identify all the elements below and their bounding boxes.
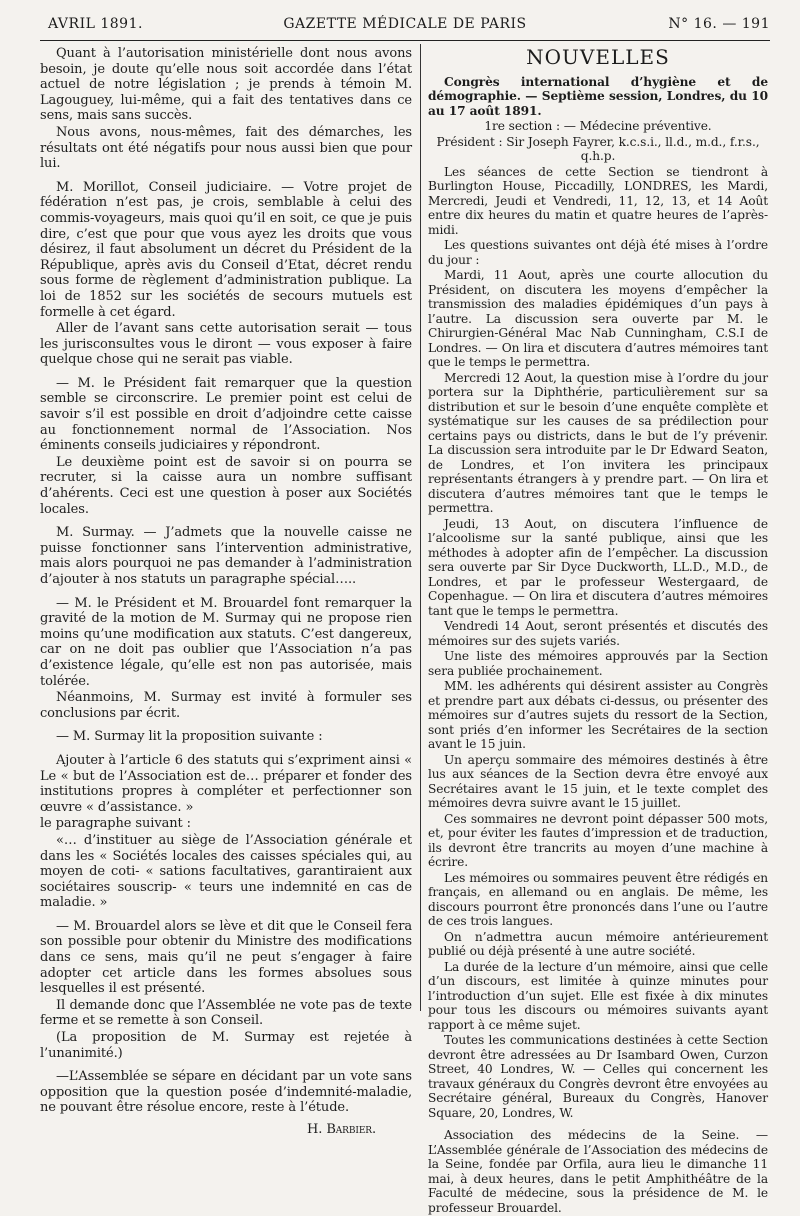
paragraph: Ajouter à l’article 6 des statuts qui s’expriment ainsi « Le « but de l’Association est de… préparer et fonder des institutions propres à compléter et perfectionner son œuvre « d’assistance. » [40, 752, 412, 815]
section-title: NOUVELLES [526, 45, 670, 69]
paragraph: Aller de l’avant sans cette autorisation serait — tous les jurisconsultes vous le diront — vous exposer à faire quelque chose qui ne serait pas viable. [40, 321, 412, 368]
paragraph: Néanmoins, M. Surmay est invité à formuler ses conclusions par écrit. [40, 690, 412, 721]
paragraph: Quant à l’autorisation ministérielle dont nous avons besoin, je doute qu’elle nous soit accordée dans l’état actuel de notre législation ; je prends à témoin M. Lagouguey, lui-même, qui a fait des tentatives dans ce sens, mais sans succès. [40, 46, 412, 124]
congress-heading: Congrès international d’hygiène et de démographie. — Septième session, Londres, du 10 au 17 août 1891. [428, 74, 768, 118]
section-line: 1re section : — Médecine préventive. [484, 119, 712, 133]
paragraph: La durée de la lecture d’un mémoire, ainsi que celle d’un discours, est limitée à quinze minutes pour l’introduction d’un sujet. Elle est fixée à dix minutes pour tous les discours ou mémoires suivants ayant rapport à ce même sujet. [428, 959, 768, 1032]
paragraph: Les mémoires ou sommaires peuvent être rédigés en français, en allemand ou en anglais. De même, les discours pourront être prononcés dans l’une ou l’autre de ces trois langues. [428, 870, 768, 928]
paragraph: — M. le Président et M. Brouardel font remarquer la gravité de la motion de M. Surmay qui ne propose rien moins qu’une modification aux statuts. C’est dangereux, car on ne doit pas oublier que l’Association n’a pas d’existence légale, qu’elle est non pas autorisée, mais tolérée. [40, 595, 412, 689]
paragraph: Nous avons, nous-mêmes, fait des démarches, les résultats ont été négatifs pour nous aussi bien que pour lui. [40, 124, 412, 172]
column-separator [420, 44, 421, 1011]
paragraph: On n’admettra aucun mémoire antérieurement publié ou déjà présenté à une autre société. [428, 929, 768, 958]
paragraph: —L’Assemblée se sépare en décidant par un vote sans opposition que la question posée d’indemnité-maladie, ne pouvant être résolue encore, reste à l’étude. [40, 1069, 412, 1116]
paragraph: (La proposition de M. Surmay est rejetée à l’unanimité.) [40, 1030, 412, 1061]
paragraph: Les séances de cette Section se tiendront à Burlington House, Piccadilly, LONDRES, les Mardi, Mercredi, Jeudi et Vendredi, 11, 12, 13, et 14 Août entre dix heures du matin et quatre heures de l’après-midi. [428, 164, 768, 237]
paragraph: M. Morillot, Conseil judiciaire. — Votre projet de fédération n’est pas, je crois, semblable à celui des commis-voyageurs, mais quoi qu’il en soit, ce que je puis dire, c’est que pour que vous ayez les droits que vous désirez, il faut absolument un décret du Président de la République, après avis du Conseil d’Etat, décret rendu sous forme de règlement d’administration publique. La loi de 1852 sur les sociétés de secours mutuels est formelle à cet égard. [40, 179, 412, 320]
paragraph: Il demande donc que l’Assemblée ne vote pas de texte ferme et se remette à son Conseil. [40, 997, 412, 1029]
paragraph: le paragraphe suivant : [40, 816, 191, 832]
left-column [40, 46, 412, 1138]
paragraph: Une liste des mémoires approuvés par la Section sera publiée prochainement. [428, 649, 768, 678]
signature: H. Barbier. [307, 1122, 376, 1137]
paragraph: Mercredi 12 Aout, la question mise à l’ordre du jour portera sur la Diphthérie, particulièrement sur sa distribution et sur le besoin d’une enquête complète et systématique sur les causes de sa prédilection pour certains pays ou districts, dans le but de l’y prévenir. La discussion sera introduite par le Dr Edward Seaton, de Londres, et l’on invitera les principaux représentants étrangers à y prendre part. — On lira et discutera d’autres mémoires tant que le temps le permettra. [428, 370, 768, 515]
paragraph: Jeudi, 13 Aout, on discutera l’influence de l’alcoolisme sur la santé publique, ainsi que les méthodes à adopter afin de l’empêcher. La discussion sera ouverte par Sir Dyce Duckworth, LL.D., M.D., de Londres, et par le professeur Westergaard, de Copenhague. — On lira et discutera d’autres mémoires tant que le temps le permettra. [428, 516, 768, 618]
header-date: AVRIL 1891. [48, 16, 143, 32]
paragraph: — M. Surmay lit la proposition suivante : [56, 729, 323, 745]
header-rule [40, 40, 770, 41]
paragraph: «… d’instituer au siège de l’Association générale et dans les « Sociétés locales des caisses spéciales qui, au moyen de coti- « sations facultatives, garantiraient aux sociétaires souscrip- « teurs une indemnité en cas de maladie. » [40, 832, 412, 911]
paragraph: Toutes les communications destinées à cette Section devront être adressées au Dr Isambard Owen, Curzon Street, 40 Londres, W. — Celles qui concernent les travaux généraux du Congrès devront être envoyées au Secrétaire général, Bureaux du Congrès, Hanover Square, 20, Londres, W. [428, 1033, 768, 1120]
paragraph: Un aperçu sommaire des mémoires destinés à être lus aux séances de la Section devra être envoyé aux Secrétaires avant le 15 juin, et le texte complet des mémoires devra suivre avant le 15 juillet. [428, 752, 768, 810]
page-header [40, 16, 770, 38]
paragraph: Association des médecins de la Seine. — L’Assemblée générale de l’Association des médecins de la Seine, fondée par Orfila, aura lieu le dimanche 11 mai, à deux heures, dans le petit Amphithéâtre de la Faculté de médecine, sous la présidence de M. le professeur Brouardel. [428, 1128, 768, 1215]
paragraph: M. Surmay. — J’admets que la nouvelle caisse ne puisse fonctionner sans l’intervention administrative, mais alors pourquoi ne pas demander à l’administration d’ajouter à nos statuts un paragraphe spécial….. [40, 525, 412, 587]
page-number: N° 16. — 191 [668, 16, 770, 32]
paragraph: Les questions suivantes ont déjà été mises à l’ordre du jour : [428, 238, 768, 267]
paragraph: — M. Brouardel alors se lève et dit que le Conseil fera son possible pour obtenir du Ministre des modifications dans ce sens, mais qu’il ne peut s’engager à faire adopter cet article dans les formes absolues sous lesquelles il est présenté. [40, 918, 412, 997]
right-column [428, 46, 768, 1216]
paragraph: Vendredi 14 Aout, seront présentés et discutés des mémoires sur des sujets variés. [428, 619, 768, 648]
president-line: Président : Sir Joseph Fayrer, k.c.s.i., ll.d., m.d., f.r.s., q.h.p. [436, 134, 760, 163]
journal-title: GAZETTE MÉDICALE DE PARIS [283, 16, 527, 32]
paragraph: Mardi, 11 Aout, après une courte allocution du Président, on discutera les moyens d’empêcher la transmission des maladies épidémiques d’un pays à l’autre. La discussion sera ouverte par M. le Chirurgien-Général Mac Nab Cunningham, C.S.I de Londres. — On lira et discutera d’autres mémoires tant que le temps le permettra. [428, 268, 768, 369]
paragraph: MM. les adhérents qui désirent assister au Congrès et prendre part aux débats ci-dessus, ou présenter des mémoires sur d’autres sujets du ressort de la Section, sont priés d’en informer les Secrétaires de la section avant le 15 juin. [428, 679, 768, 751]
paragraph: Le deuxième point est de savoir si on pourra se recruter, si la caisse aura un nombre suffisant d’ahérents. Ceci est une question à poser aux Sociétés locales. [40, 454, 412, 517]
paragraph: Ces sommaires ne devront point dépasser 500 mots, et, pour éviter les fautes d’impression et de traduction, ils devront être trancrits au moyen d’une machine à écrire. [428, 811, 768, 869]
paragraph: — M. le Président fait remarquer que la question semble se circonscrire. Le premier point est celui de savoir s’il est possible en droit d’adjoindre cette caisse au fonctionnement normal de l’Association. Nos éminents conseils judiciaires y répondront. [40, 375, 412, 454]
